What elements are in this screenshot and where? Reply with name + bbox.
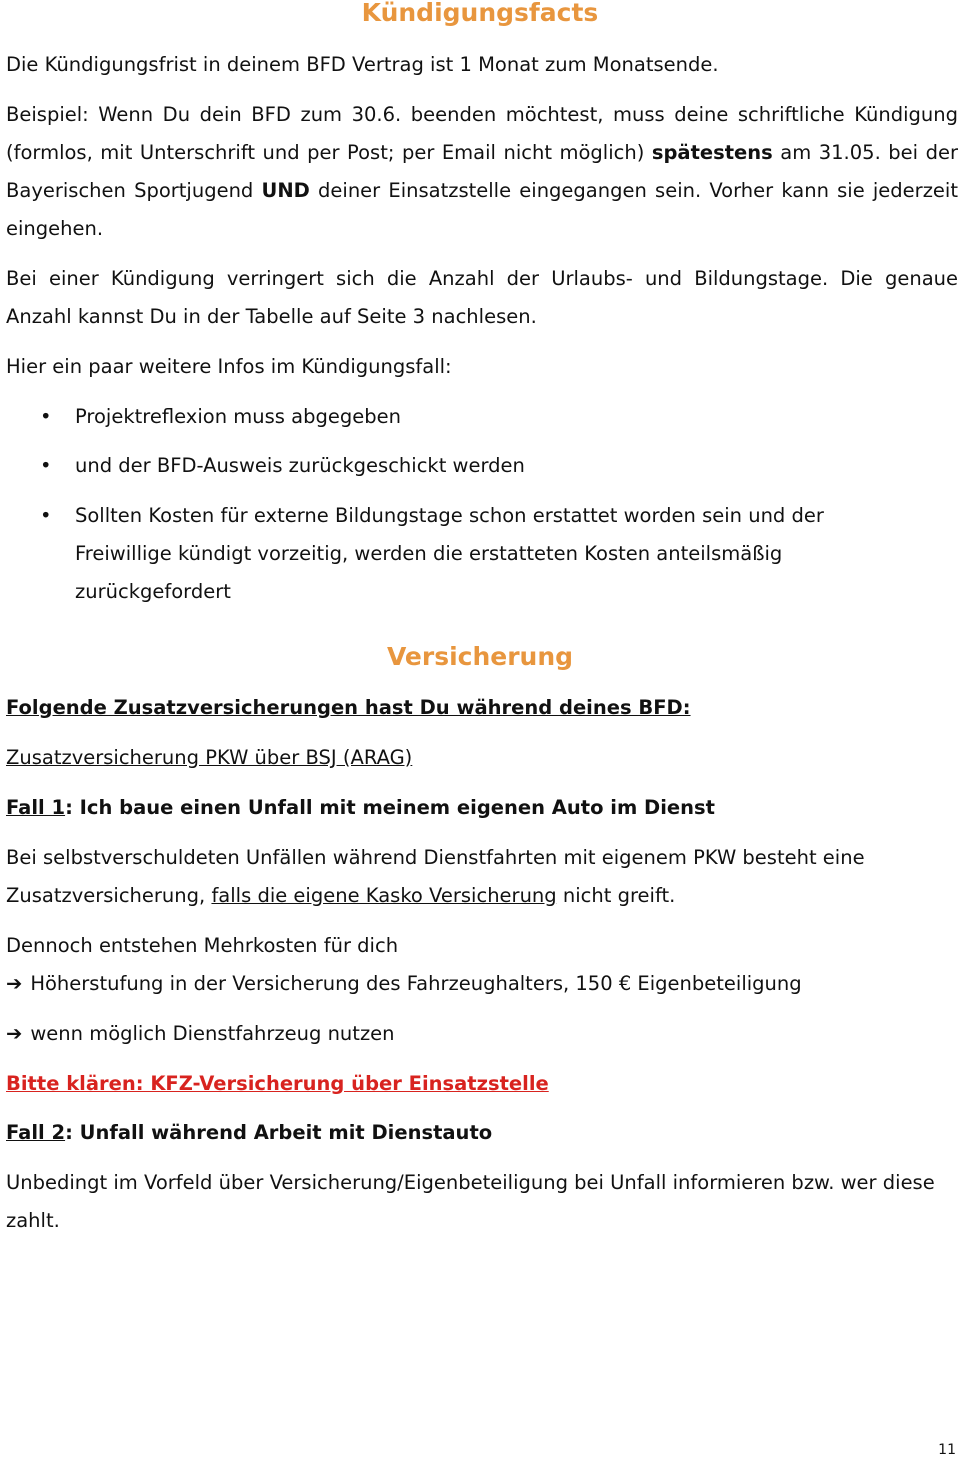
- list-item: Sollten Kosten für externe Bildungstage schon erstattet worden sein und der Freiwillige kündigt vorzeitig, werden die erstatteten Kosten anteilsmäßig zurückgefordert: [75, 504, 824, 603]
- red-notice: Bitte klären: KFZ-Versicherung über Einsatzstelle: [6, 1072, 549, 1095]
- subheading-pkw: Zusatzversicherung PKW über BSJ (ARAG): [6, 746, 413, 769]
- subheading-zusatzversicherungen: Folgende Zusatzversicherungen hast Du während deines BFD:: [6, 696, 691, 719]
- arrow-item: ➔ wenn möglich Dienstfahrzeug nutzen: [6, 1022, 395, 1045]
- fall-2-heading: Fall 2: Unfall während Arbeit mit Dienstauto: [6, 1121, 493, 1144]
- paragraph-beispiel: Beispiel: Wenn Du dein BFD zum 30.6. beenden möchtest, muss deine schriftliche Kündigung (formlos, mit Unterschrift und per Post; per Email nicht möglich) spätestens am 31.05. bei der Bayerischen Sportjugend UND deiner Einsatzstelle eingegangen sein. Vorher kann sie jederzeit eingehen.: [6, 103, 958, 240]
- bullet-icon: •: [40, 504, 52, 527]
- paragraph-mehrkosten: Dennoch entstehen Mehrkosten für dich: [6, 934, 399, 957]
- paragraph-frist: Die Kündigungsfrist in deinem BFD Vertrag ist 1 Monat zum Monatsende.: [6, 53, 719, 76]
- page-number: 11: [938, 1442, 956, 1458]
- list-item: Projektreflexion muss abgegeben: [75, 405, 401, 428]
- paragraph-selbstverschuldet: Bei selbstverschuldeten Unfällen während Dienstfahrten mit eigenem PKW besteht eine Zusatzversicherung, falls die eigene Kasko Versicherung nicht greift.: [6, 846, 865, 907]
- arrow-item: ➔ Höherstufung in der Versicherung des Fahrzeughalters, 150 € Eigenbeteiligung: [6, 972, 802, 995]
- list-item: und der BFD-Ausweis zurückgeschickt werden: [75, 454, 525, 477]
- fall-1-heading: Fall 1: Ich baue einen Unfall mit meinem eigenen Auto im Dienst: [6, 796, 715, 819]
- bullet-icon: •: [40, 405, 52, 428]
- arrow-right-icon: ➔: [6, 972, 23, 995]
- arrow-right-icon: ➔: [6, 1022, 23, 1045]
- bullet-icon: •: [40, 454, 52, 477]
- paragraph-vorfeld: Unbedingt im Vorfeld über Versicherung/Eigenbeteiligung bei Unfall informieren bzw. wer diese zahlt.: [6, 1171, 935, 1232]
- heading-versicherung: Versicherung: [386, 642, 574, 671]
- paragraph-infos: Hier ein paar weitere Infos im Kündigungsfall:: [6, 355, 452, 378]
- heading-kuendigungsfacts: Kündigungsfacts: [361, 0, 599, 27]
- paragraph-urlaub: Bei einer Kündigung verringert sich die Anzahl der Urlaubs- und Bildungstage. Die genaue Anzahl kannst Du in der Tabelle auf Seite 3 nachlesen.: [6, 267, 958, 328]
